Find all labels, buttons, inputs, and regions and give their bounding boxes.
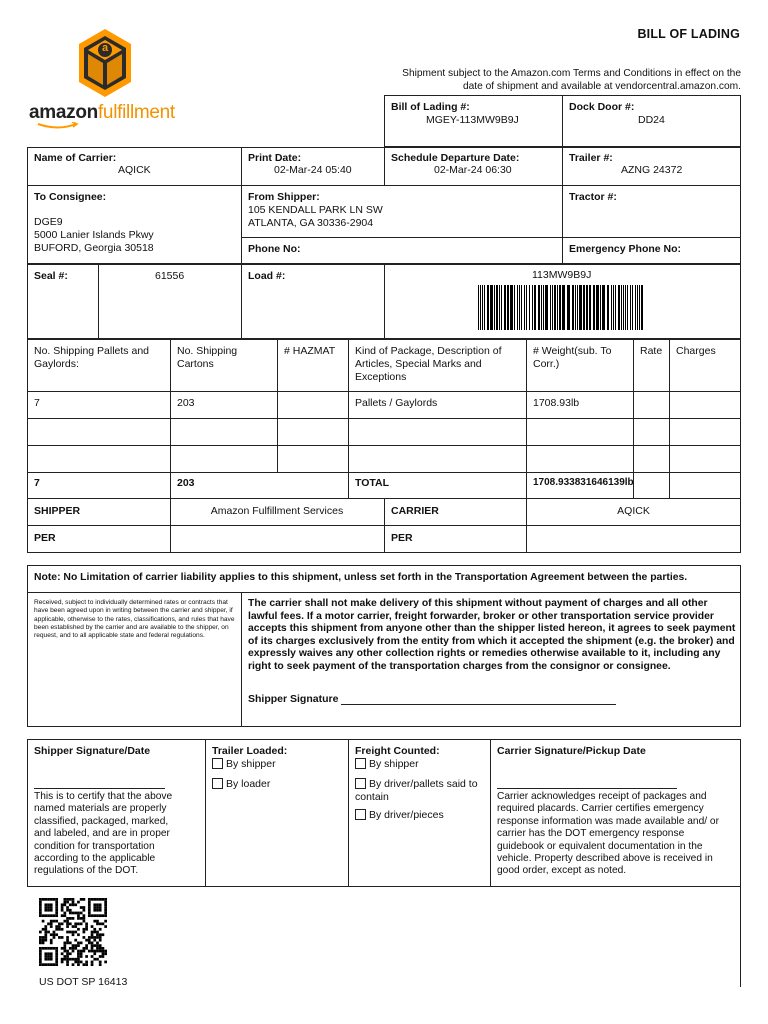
total-pallets: 7 xyxy=(34,477,40,489)
row-cartons: 203 xyxy=(177,397,195,409)
trailer-by-loader-label: By loader xyxy=(226,778,271,790)
badge-letter: a xyxy=(101,42,109,54)
carrier-signature-line[interactable] xyxy=(497,788,677,789)
qr-code-icon xyxy=(39,898,107,968)
freight-by-shipper-option[interactable] xyxy=(355,758,419,770)
liability-signature-label: Shipper Signature xyxy=(248,693,339,705)
carrier-name-value: AQICK xyxy=(118,164,151,176)
carrier-sign-label: CARRIER xyxy=(391,505,439,517)
rates-small-text: Received, subject to individually determined rates or contracts that have been agreed upon in writing between the carrier and shipper, if applicable, otherwise to the rates, classifications, and rules that have been established by the carrier and are available to the shipper, on request, and to all applicable state and federal regulations. xyxy=(34,599,235,640)
consignee-label: To Consignee: xyxy=(34,191,107,203)
col-header-hazmat: # HAZMAT xyxy=(284,345,336,357)
amazon-smile-icon xyxy=(36,122,80,130)
col-header-kind: Kind of Package, Description of Articles, Special Marks and Exceptions xyxy=(355,345,502,383)
us-dot-number: US DOT SP 16413 xyxy=(39,976,128,988)
barcode-text: 113MW9B9J xyxy=(532,269,592,281)
print-date-value: 02-Mar-24 05:40 xyxy=(274,164,352,176)
col-header-rate: Rate xyxy=(640,345,663,357)
trailer-by-loader-checkbox[interactable] xyxy=(212,778,223,789)
bol-value: MGEY-113MW9B9J xyxy=(426,114,519,126)
row-weight: 1708.93lb xyxy=(533,397,580,409)
brand-amazon: amazon xyxy=(29,102,98,123)
brand-fulfillment: fulfillment xyxy=(97,102,175,123)
freight-by-shipper-checkbox[interactable] xyxy=(355,758,366,769)
consignee-address xyxy=(34,216,154,255)
shipper-sign-value: Amazon Fulfillment Services xyxy=(210,505,344,517)
freight-by-driver-pallets-checkbox[interactable] xyxy=(355,778,366,789)
row-kind: Pallets / Gaylords xyxy=(355,397,438,409)
certify-text: This is to certify that the above named materials are properly classified, packaged, marked, and labeled, and are in proper condition for transportation according to the applicable regulations of the DOT. xyxy=(34,791,173,877)
tractor-label: Tractor #: xyxy=(569,191,617,203)
payment-terms-text: The carrier shall not make delivery of this shipment without payment of charges and all other lawful fees. If a motor carrier, freight forwarder, broker or other transportation service provider accepts this shipment from anyone other than the shipper listed hereon, it agrees to seek payment of its charges exclusively from the entity from which it accepted the shipment (e.g. the broker) and expressly waives any other collection rights or remedies otherwise available to it, including any right to seek payment of the transportation charges from the consignor or consignee. xyxy=(248,598,736,672)
phone-label: Phone No: xyxy=(248,243,301,255)
col-header-pallets: No. Shipping Pallets and Gaylords: xyxy=(34,345,149,370)
col-header-cartons: No. Shipping Cartons xyxy=(177,345,238,370)
col-header-weight: # Weight(sub. To Corr.) xyxy=(533,345,612,370)
carrier-signature-label: Carrier Signature/Pickup Date xyxy=(497,745,646,757)
shipper-address xyxy=(248,191,383,230)
freight-by-driver-pieces-label: By driver/pieces xyxy=(369,809,444,821)
shipper-signature-date-label: Shipper Signature/Date xyxy=(34,745,151,757)
freight-by-driver-pieces-option[interactable] xyxy=(355,809,444,821)
trailer-by-shipper-label: By shipper xyxy=(226,758,276,770)
total-cartons: 203 xyxy=(177,477,195,489)
shipper-label: From Shipper: xyxy=(248,191,320,203)
trailer-by-shipper-checkbox[interactable] xyxy=(212,758,223,769)
shipper-line2: ATLANTA, GA 30336-2904 xyxy=(248,217,374,229)
shipper-per-label: PER xyxy=(34,532,56,544)
amazon-box-badge-icon xyxy=(76,28,134,98)
trailer-by-loader-option[interactable] xyxy=(212,778,270,790)
departure-date-value: 02-Mar-24 06:30 xyxy=(434,164,512,176)
row-pallets: 7 xyxy=(34,397,40,409)
barcode-icon xyxy=(478,285,648,330)
carrier-name-label: Name of Carrier: xyxy=(34,152,117,164)
seal-label: Seal #: xyxy=(34,270,68,282)
shipper-sign-label: SHIPPER xyxy=(34,505,81,517)
bol-label: Bill of Lading #: xyxy=(391,101,470,113)
trailer-by-shipper-option[interactable] xyxy=(212,758,276,770)
consignee-line3: BUFORD, Georgia 30518 xyxy=(34,242,154,254)
col-header-charges: Charges xyxy=(676,345,716,357)
freight-by-driver-pallets-label: By driver/pallets said to contain xyxy=(355,778,478,803)
shipper-line1: 105 KENDALL PARK LN SW xyxy=(248,204,383,216)
trailer-label: Trailer #: xyxy=(569,152,613,164)
seal-value: 61556 xyxy=(155,270,185,282)
carrier-per-label: PER xyxy=(391,532,413,544)
brand-wordmark xyxy=(29,102,175,124)
shipper-signature-date-line[interactable] xyxy=(34,788,165,789)
freight-by-shipper-label: By shipper xyxy=(369,758,419,770)
emergency-phone-label: Emergency Phone No: xyxy=(569,243,682,255)
carrier-sign-value: AQICK xyxy=(617,505,650,517)
liability-note: Note: No Limitation of carrier liability applies to this shipment, unless set forth in the Transportation Agreement between the parties. xyxy=(34,572,688,583)
total-label: TOTAL xyxy=(355,477,390,489)
consignee-line1: DGE9 xyxy=(34,216,63,228)
document-title: BILL OF LADING xyxy=(637,27,740,41)
freight-counted-label: Freight Counted: xyxy=(355,745,440,757)
shipper-signature-line[interactable] xyxy=(341,704,616,705)
print-date-label: Print Date: xyxy=(248,152,302,164)
total-weight: 1708.933831646139lb xyxy=(533,477,634,488)
load-label: Load #: xyxy=(248,270,286,282)
dock-label: Dock Door #: xyxy=(569,101,635,113)
departure-date-label: Schedule Departure Date: xyxy=(391,152,520,164)
dock-value: DD24 xyxy=(638,114,665,126)
trailer-loaded-label: Trailer Loaded: xyxy=(212,745,288,757)
terms-note: Shipment subject to the Amazon.com Terms and Conditions in effect on the date of shipment and available at vendorcentral.amazon.com. xyxy=(402,68,741,92)
freight-by-driver-pieces-checkbox[interactable] xyxy=(355,809,366,820)
freight-by-driver-pallets-option[interactable] xyxy=(355,778,485,803)
consignee-line2: 5000 Lanier Islands Pkwy xyxy=(34,229,154,241)
carrier-acknowledge-text: Carrier acknowledges receipt of packages and required placards. Carrier certifies emergency response information was made available and/ or carrier has the DOT emergency response guidebook or equivalent documentation in the vehicle. Property described above is received in good order, except as noted. xyxy=(497,791,719,877)
trailer-value: AZNG 24372 xyxy=(621,164,683,176)
